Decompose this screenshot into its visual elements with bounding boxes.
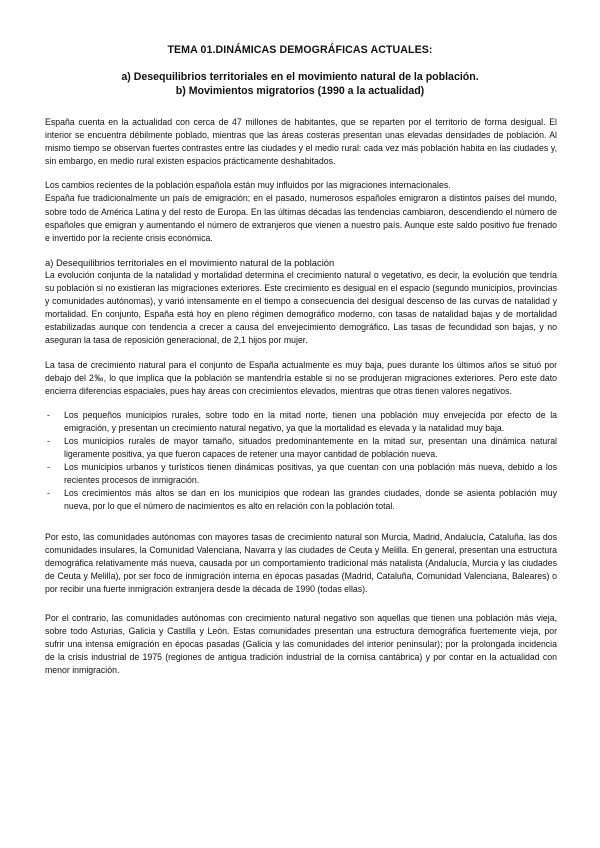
- section-a-paragraph: Por el contrario, las comunidades autónomas con crecimiento natural negativo son aquellas que tienen una población más vieja, sobre todo Asturias, Galicia y Castilla y León. Estas comunidades presentan una estructura demográfica fuertemente vieja, por sufrir una intensa emigración en épocas pasadas (Galicia y las comunidades del interior peninsular); por la prolongada incidencia de la crisis industrial de 1975 (regiones de antigua tradición industrial de la cornisa cantábrica) y por contar en la actualidad con menor inmigración.: [45, 613, 557, 676]
- list-item: [45, 487, 557, 513]
- document-body: [45, 116, 557, 677]
- bullet-marker: -: [47, 488, 50, 499]
- bullet-marker: -: [47, 462, 50, 473]
- section-a-heading: a) Desequilibrios territoriales en el movimiento natural de la población: [45, 256, 335, 268]
- intro-paragraph: Los cambios recientes de la población española están muy influidos por las migraciones internacionales.: [45, 180, 451, 191]
- list-item: [45, 435, 557, 461]
- bullet-text: Los municipios urbanos y turísticos tienen dinámicas positivas, ya que cuentan con una población más nueva, debido a los recientes procesos de inmigración.: [64, 462, 557, 486]
- list-item: [45, 461, 557, 487]
- bullet-text: Los municipios rurales de mayor tamaño, situados predominantemente en la mitad sur, presentan una dinámica natural ligeramente positiva, ya que fueron capaces de retener una mayor cantidad de población nueva.: [64, 435, 557, 460]
- subtitle-b: b) Movimientos migratorios (1990 a la actualidad): [175, 85, 425, 97]
- bullet-list: [45, 409, 557, 514]
- section-a-paragraph: La evolución conjunta de la natalidad y mortalidad determina el crecimiento natural o vegetativo, es decir, la evolución que tendría su población si no existieran las migraciones exteriores. Este crecimiento es desigual en el espacio (segundo municipios, provincias y comunidades autónomas), y varió intensamente en el tiempo a consecuencia del desigual descenso de las curvas de natalidad y mortalidad. En conjunto, España está hoy en pleno régimen demográfico moderno, con tasas de natalidad bajas y de mortalidad estabilizadas aunque con tendencia a crecer a causa del envejecimiento demográfico. Las tasas de fecundidad son bajas, y no aseguran la tasa de reposición generacional, de 2,1 hijos por mujer.: [45, 269, 557, 346]
- bullet-text: Los pequeños municipios rurales, sobre todo en la mitad norte, tienen una población muy envejecida por efecto de la emigración, y presentan un crecimiento natural negativo, ya que la mortalidad es elevada y la natalidad muy baja.: [64, 409, 557, 433]
- list-item: [45, 409, 557, 435]
- section-a-paragraph: La tasa de crecimiento natural para el conjunto de España actualmente es muy baja, pues durante los últimos años se situó por debajo del 2‰, lo que implica que la población se mantendría estable si no se produjeran migraciones exteriores. Pero este dato encierra diferencias espaciales, pues hay áreas con crecimientos elevados, mientras que otras tienen valores negativos.: [45, 359, 557, 396]
- subtitle-a: a) Desequilibrios territoriales en el movimiento natural de la población.: [121, 71, 479, 83]
- document-title: TEMA 01.DINÁMICAS DEMOGRÁFICAS ACTUALES:: [167, 44, 433, 56]
- intro-paragraph: España fue tradicionalmente un país de emigración; en el pasado, numerosos españoles emigraron a distintos países del mundo, sobre todo de América Latina y del resto de Europa. En las últimas décadas las tendencias cambiaron, descendiendo el número de españoles que emigran y aumentando el número de extranjeros que vienen a nuestro país. Aunque este saldo positivo fue frenado e invertido por la reciente crisis económica.: [45, 193, 557, 243]
- bullet-marker: -: [47, 435, 50, 446]
- section-a-paragraph: Por esto, las comunidades autónomas con mayores tasas de crecimiento natural son Murcia, Madrid, Andalucía, Cataluña, las dos comunidades insulares, la Comunidad Valenciana, Navarra y las ciudades de Ceuta y Melilla. En general, presentan una estructura demográfica relativamente más nueva, causada por un comportamiento tradicional más natalista (Andalucía, Murcia y las ciudades de Ceuta y Melilla), por ser foco de inmigración interna en épocas pasadas (Madrid, Cataluña, Comunidad Valenciana, Baleares) o por recibir una fuerte inmigración extranjera desde la década de 1990 (todas ellas).: [45, 531, 557, 594]
- bullet-text: Los crecimientos más altos se dan en los municipios que rodean las grandes ciudades, donde se asienta población muy nueva, por lo que el número de nacimientos es alto en relación con la población total.: [64, 488, 557, 512]
- intro-paragraph: España cuenta en la actualidad con cerca de 47 millones de habitantes, que se reparten por el territorio de forma desigual. El interior se encuentra débilmente poblado, mientras que las áreas costeras presentan unas elevadas densidades de población. Al mismo tiempo se observan fuertes contrastes entre las ciudades y el medio rural: cada vez más población habita en las ciudades y, sin embargo, en medio rural existen espacios prácticamente deshabitados.: [45, 117, 557, 167]
- bullet-marker: -: [47, 409, 50, 420]
